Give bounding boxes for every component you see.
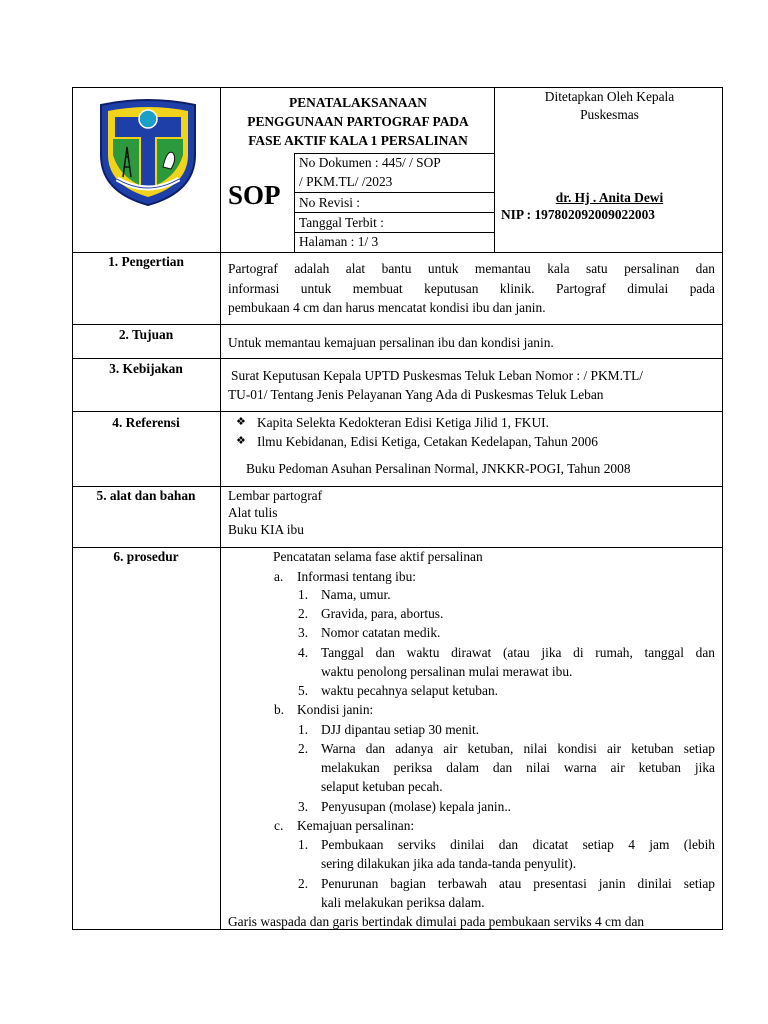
prosedur-a1-text: Nama, umur. [321,587,391,602]
approval-line-2: Puskesmas [580,107,639,122]
divider-sop-cell [294,153,295,252]
kebijakan-line-2: TU-01/ Tentang Jenis Pelayanan Yang Ada di Puskesmas Teluk Leban [228,387,604,402]
prosedur-a5-number: 5. [298,683,309,698]
prosedur-a1-number: 1. [298,587,309,602]
prosedur-c2-number: 2. [298,876,309,891]
prosedur-b3-number: 3. [298,799,309,814]
prosedur-b2-line-3: selaput ketuban pecah. [321,779,443,794]
doc-title-line-2: PENGGUNAAN PARTOGRAF PADA [247,114,469,129]
alat-item-2: Alat tulis [228,505,278,520]
revision-number: No Revisi : [299,195,361,210]
prosedur-c1-number: 1. [298,837,309,852]
section-label-alat: 5. alat dan bahan [96,488,196,503]
prosedur-a-title: Informasi tentang ibu: [297,569,416,584]
sop-label: SOP [228,180,281,210]
bullet-diamond-icon: ❖ [236,435,246,447]
section-label-pengertian: 1. Pengertian [108,254,184,269]
doc-title-line-3: FASE AKTIF KALA 1 PERSALINAN [248,133,468,148]
prosedur-b-marker: b. [274,702,285,717]
alat-item-3: Buku KIA ibu [228,522,304,537]
prosedur-b3-text: Penyusupan (molase) kepala janin.. [321,799,512,814]
prosedur-intro: Pencatatan selama fase aktif persalinan [273,549,483,564]
prosedur-a3-number: 3. [298,625,309,640]
doc-title-line-1: PENATALAKSANAAN [289,95,427,110]
prosedur-a4-number: 4. [298,645,309,660]
section-label-tujuan: 2. Tujuan [118,327,174,342]
prosedur-a4-line-1: Tanggal dan waktu dirawat (atau jika di rumah, tanggal dan [321,645,715,660]
section-label-referensi: 4. Referensi [112,415,180,430]
prosedur-c-marker: c. [274,818,284,833]
pengertian-line-3: pembukaan 4 cm dan harus mencatat kondisi ibu dan janin. [228,300,546,315]
section-label-prosedur: 6. prosedur [113,549,179,564]
prosedur-c-title: Kemajuan persalinan: [297,818,415,833]
referensi-extra: Buku Pedoman Asuhan Persalinan Normal, JNKKR-POGI, Tahun 2008 [246,461,631,476]
pengertian-line-1: Partograf adalah alat bantu untuk memantau kala satu persalinan dan [228,261,715,276]
issue-date: Tanggal Terbit : [299,215,384,230]
referensi-item-1: Kapita Selekta Kedokteran Edisi Ketiga Jilid 1, FKUI. [257,415,549,430]
signer-nip: NIP : 197802092009022003 [501,207,655,222]
referensi-item-2: Ilmu Kebidanan, Edisi Ketiga, Cetakan Kedelapan, Tahun 2006 [257,434,598,449]
regency-emblem-shield-icon [93,97,203,207]
page-number: Halaman : 1/ 3 [299,234,379,249]
prosedur-b2-number: 2. [298,741,309,756]
bullet-diamond-icon: ❖ [236,416,246,428]
divider-approval-cell [494,87,495,252]
prosedur-b1-number: 1. [298,722,309,737]
doc-number-line-2: / PKM.TL/ /2023 [299,174,393,189]
prosedur-footer-text: Garis waspada dan garis bertindak dimulai pada pembukaan serviks 4 cm dan [228,914,645,929]
tujuan-text: Untuk memantau kemajuan persalinan ibu dan kondisi janin. [228,335,554,350]
prosedur-b-title: Kondisi janin: [297,702,374,717]
pengertian-line-2: informasi untuk membuat keputusan klinik. Partograf dimulai pada [228,281,715,296]
prosedur-c2-line-2: kali melakukan periksa dalam. [321,895,485,910]
prosedur-c2-line-1: Penurunan bagian terbawah atau presentasi janin dinilai setiap [321,876,715,891]
prosedur-a2-number: 2. [298,606,309,621]
prosedur-a5-text: waktu pecahnya selaput ketuban. [321,683,498,698]
prosedur-c1-line-2: sering dilakukan jika ada tanda-tanda penyulit). [321,856,577,871]
signer-name: dr. Hj . Anita Dewi [555,190,664,205]
prosedur-a2-text: Gravida, para, abortus. [321,606,444,621]
doc-number-line-1: No Dokumen : 445/ / SOP [299,155,441,170]
divider-row-4 [72,411,723,412]
approval-line-1: Ditetapkan Oleh Kepala [544,89,675,104]
section-label-kebijakan: 3. Kebijakan [109,361,183,376]
prosedur-b2-line-1: Warna dan adanya air ketuban, nilai kondisi air ketuban setiap [321,741,715,756]
prosedur-a4-line-2: waktu penolong persalinan mulai merawat ibu. [321,664,573,679]
prosedur-a3-text: Nomor catatan medik. [321,625,441,640]
prosedur-c1-line-1: Pembukaan serviks dinilai dan dicatat setiap 4 jam (lebih [321,837,715,852]
prosedur-a-marker: a. [274,569,284,584]
kebijakan-line-1: Surat Keputusan Kepala UPTD Puskesmas Teluk Leban Nomor : / PKM.TL/ [231,368,644,383]
alat-item-1: Lembar partograf [228,488,323,503]
prosedur-b2-line-2: melakukan periksa dalam dan nilai warna air ketuban jika [321,760,715,775]
prosedur-b1-text: DJJ dipantau setiap 30 menit. [321,722,480,737]
divider-label-column [220,87,221,930]
